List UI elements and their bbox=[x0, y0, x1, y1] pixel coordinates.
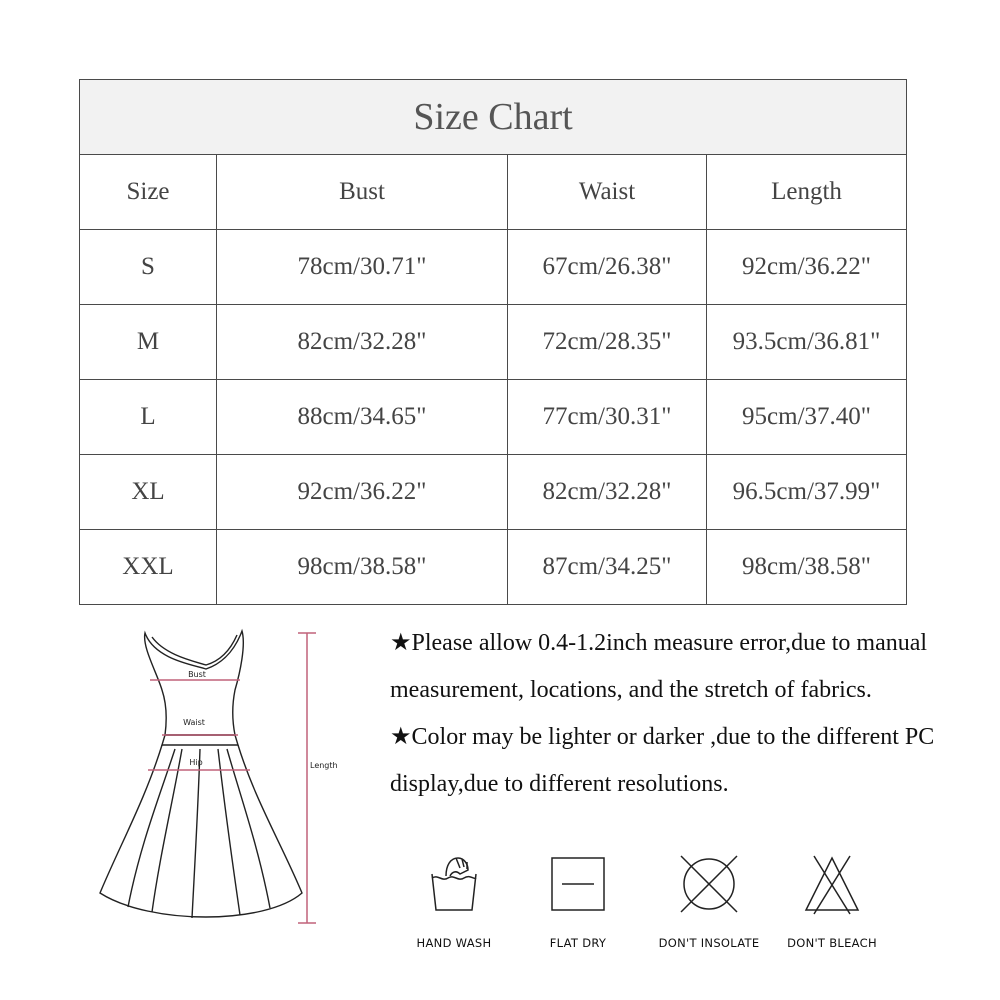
waist-label: Waist bbox=[183, 718, 205, 727]
length-cell: 93.5cm/36.81" bbox=[707, 305, 907, 380]
flat-dry-label: FLAT DRY bbox=[549, 936, 607, 950]
size-cell: M bbox=[80, 305, 217, 380]
waist-cell: 72cm/28.35" bbox=[508, 305, 707, 380]
table-row bbox=[80, 305, 907, 380]
length-cell: 96.5cm/37.99" bbox=[707, 455, 907, 530]
dont-insolate-icon bbox=[677, 852, 741, 916]
bust-cell: 92cm/36.22" bbox=[217, 455, 508, 530]
care-flat-dry bbox=[513, 852, 643, 950]
length-cell: 95cm/37.40" bbox=[707, 380, 907, 455]
note-measure-error: ★Please allow 0.4-1.2inch measure error,due to manual measurement, locations, and the stretch of fabrics. bbox=[390, 630, 928, 703]
size-cell: S bbox=[80, 230, 217, 305]
waist-cell: 77cm/30.31" bbox=[508, 380, 707, 455]
bust-cell: 82cm/32.28" bbox=[217, 305, 508, 380]
care-dont-insolate bbox=[644, 852, 774, 950]
column-header-length: Length bbox=[707, 155, 907, 230]
measure-lines bbox=[148, 633, 316, 923]
length-label: Length bbox=[310, 761, 338, 770]
flat-dry-icon bbox=[546, 852, 610, 916]
header-row bbox=[80, 155, 907, 230]
table-row bbox=[80, 380, 907, 455]
title-row bbox=[80, 80, 907, 155]
note-color: ★Color may be lighter or darker ,due to the different PC display,due to different resolutions. bbox=[390, 724, 935, 797]
care-hand-wash bbox=[389, 852, 519, 950]
size-chart-table bbox=[79, 79, 907, 605]
hand-wash-icon bbox=[422, 852, 486, 916]
size-cell: L bbox=[80, 380, 217, 455]
size-cell: XXL bbox=[80, 530, 217, 605]
column-header-size: Size bbox=[80, 155, 217, 230]
care-dont-bleach bbox=[767, 852, 897, 950]
dont-insolate-label: DON'T INSOLATE bbox=[658, 936, 760, 950]
table-row bbox=[80, 455, 907, 530]
waist-cell: 67cm/26.38" bbox=[508, 230, 707, 305]
size-cell: XL bbox=[80, 455, 217, 530]
length-cell: 98cm/38.58" bbox=[707, 530, 907, 605]
dont-bleach-icon bbox=[800, 852, 864, 916]
table-row bbox=[80, 530, 907, 605]
table-row bbox=[80, 230, 907, 305]
bust-cell: 88cm/34.65" bbox=[217, 380, 508, 455]
waist-cell: 87cm/34.25" bbox=[508, 530, 707, 605]
notes-block bbox=[390, 620, 950, 808]
bust-label: Bust bbox=[188, 670, 206, 679]
chart-title: Size Chart bbox=[80, 80, 907, 155]
bust-cell: 98cm/38.58" bbox=[217, 530, 508, 605]
hip-label: Hip bbox=[189, 758, 203, 767]
column-header-waist: Waist bbox=[508, 155, 707, 230]
hand-wash-label: HAND WASH bbox=[416, 936, 492, 950]
dress-measurement-diagram bbox=[90, 625, 360, 935]
column-header-bust: Bust bbox=[217, 155, 508, 230]
waist-cell: 82cm/32.28" bbox=[508, 455, 707, 530]
bust-cell: 78cm/30.71" bbox=[217, 230, 508, 305]
dont-bleach-label: DON'T BLEACH bbox=[787, 936, 877, 950]
length-cell: 92cm/36.22" bbox=[707, 230, 907, 305]
